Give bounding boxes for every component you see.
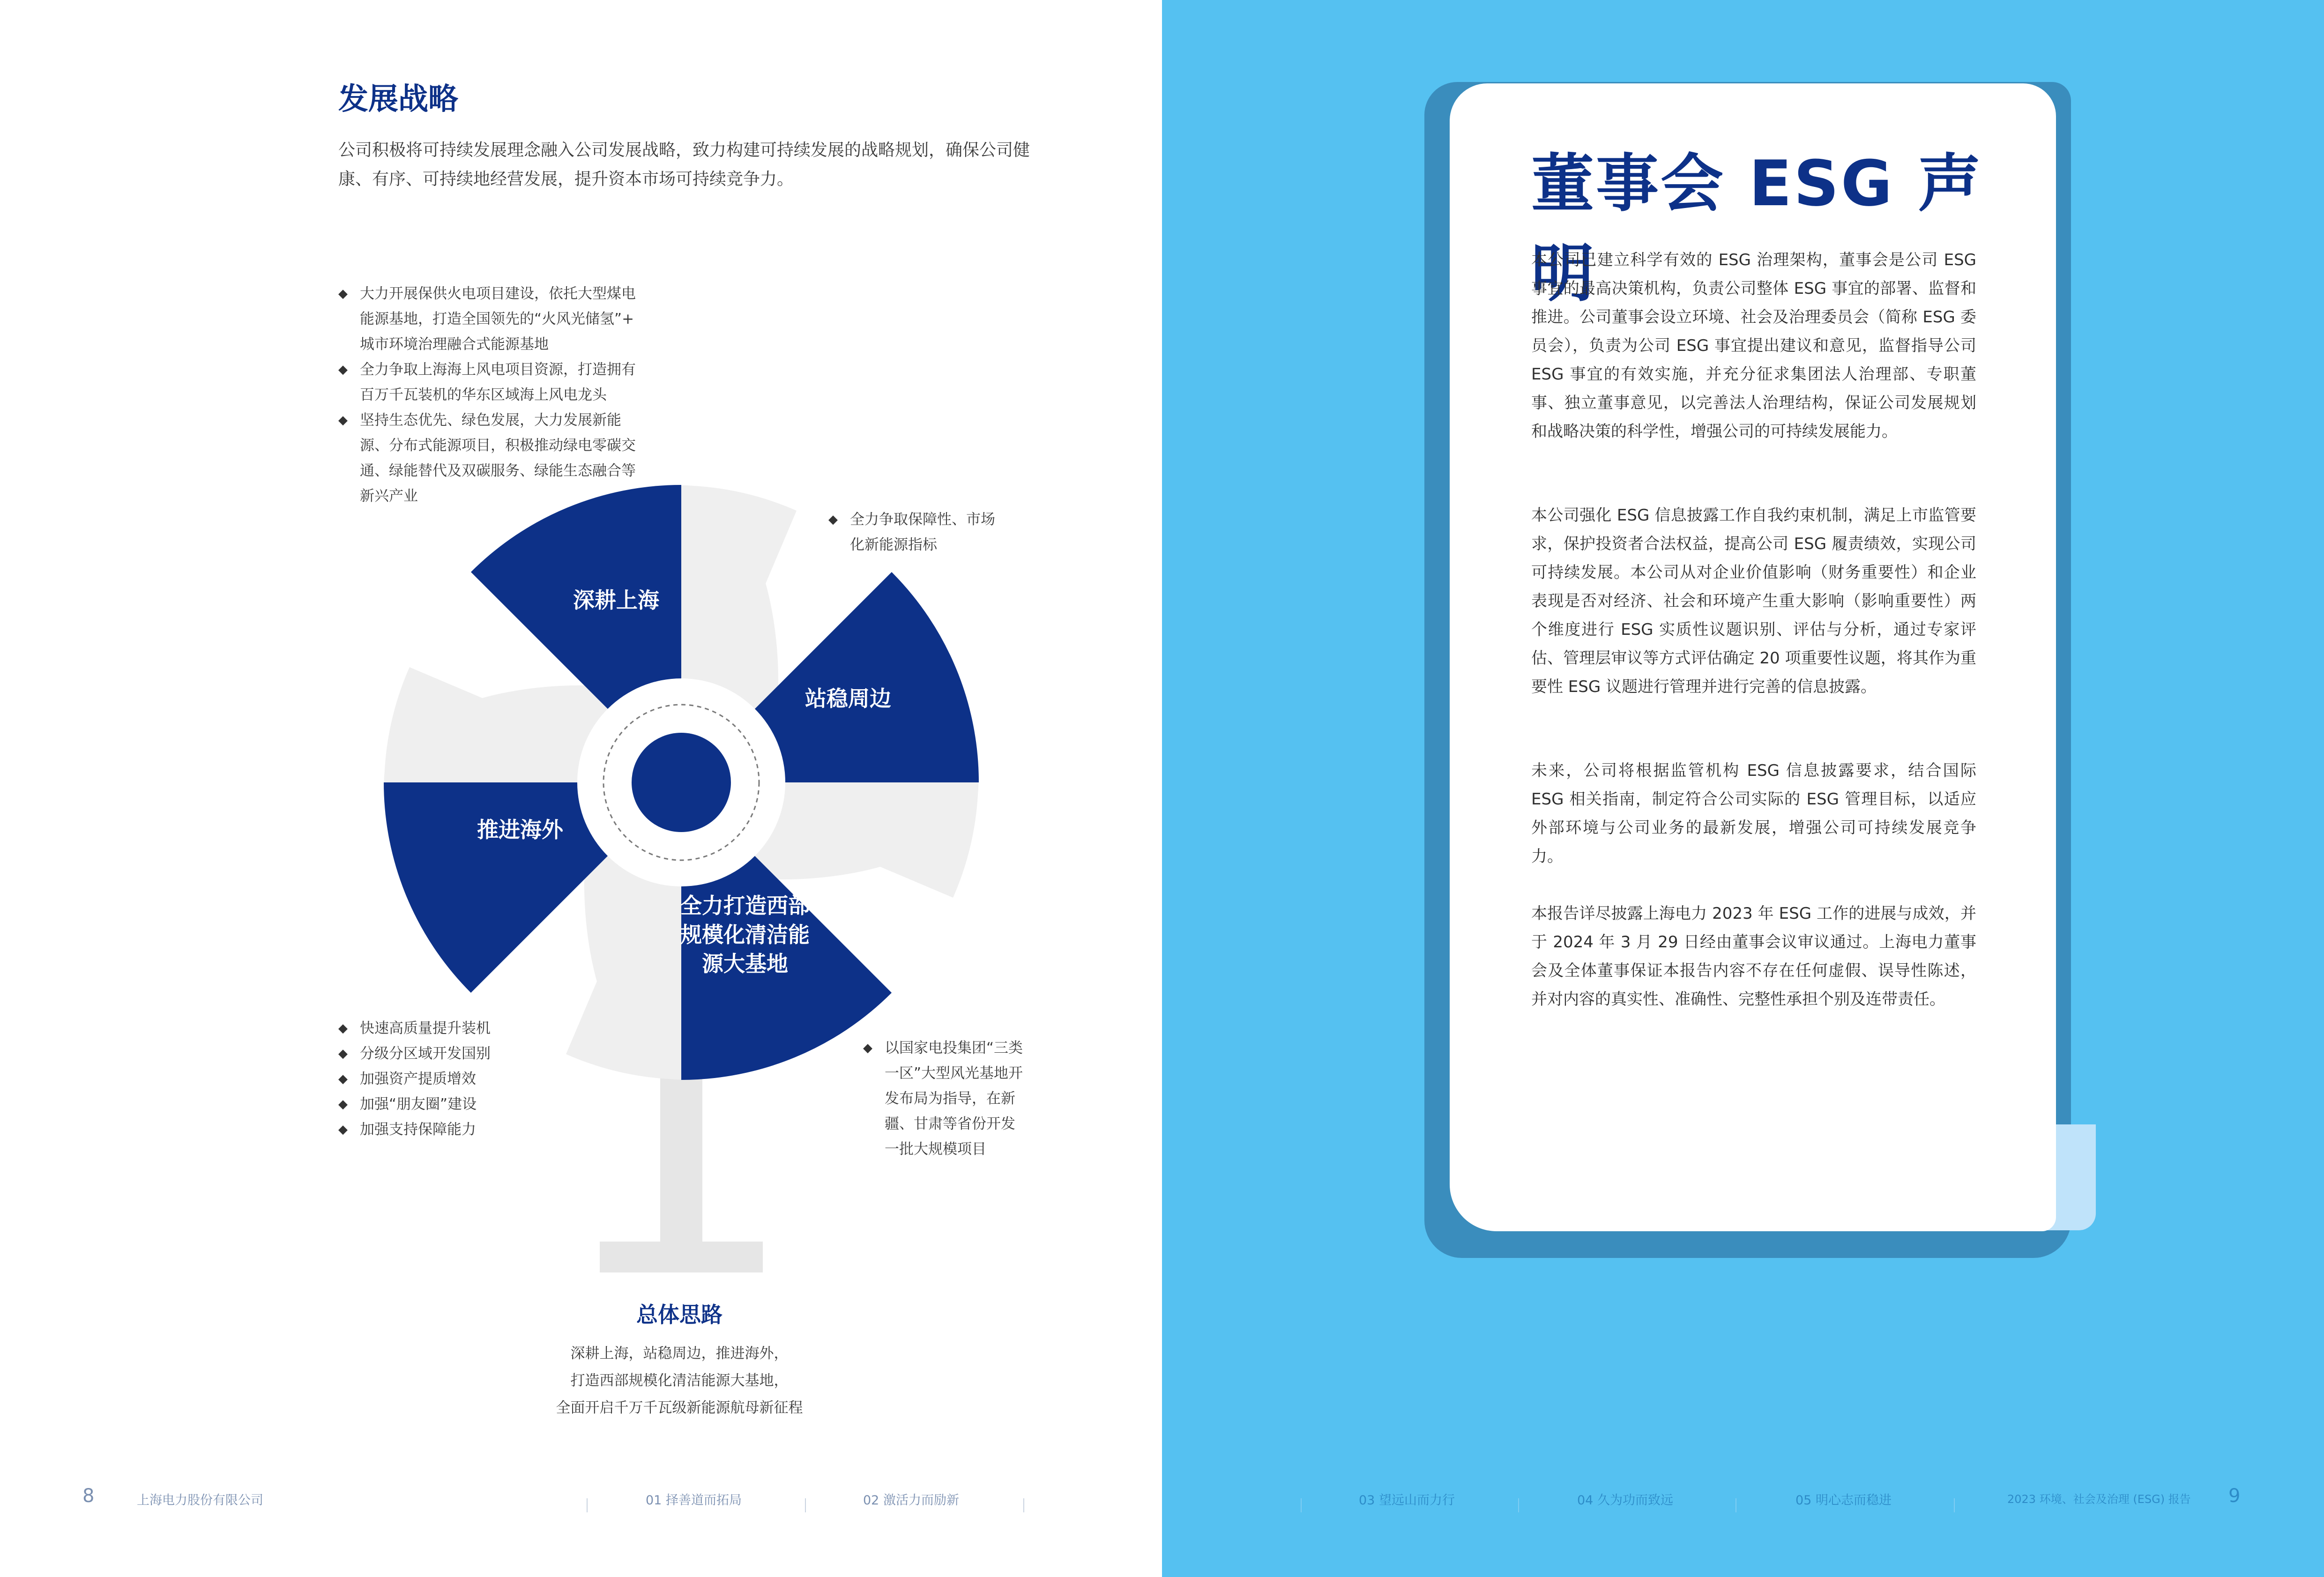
- hub-center: [632, 733, 731, 832]
- list-item: ◆ 坚持生态优先、绿色发展，大力发展新能源、分布式能源项目，积极推动绿电零碳交通、绿能替代及双碳服务、绿能生态融合等新兴产业: [338, 408, 643, 509]
- footer-divider: [1301, 1498, 1302, 1512]
- list-item: ◆ 大力开展保供火电项目建设，依托大型煤电能源基地，打造全国领先的“火风光储氢”+ 城市环境治理融合式能源基地: [338, 281, 643, 357]
- footer-nav-04[interactable]: 04 久为功而致远: [1577, 1493, 1673, 1508]
- blade-label-bottom: 全力打造西部规模化清洁能源大基地: [680, 893, 810, 976]
- list-item: ◆ 快速高质量提升装机: [338, 1016, 554, 1041]
- section-title: 发展战略: [338, 82, 458, 117]
- footer-divider: [587, 1498, 588, 1512]
- list-item: ◆ 加强资产提质增效: [338, 1066, 554, 1092]
- footer-nav-01[interactable]: 01 择善道而拓局: [646, 1493, 742, 1508]
- overview-description: [492, 1340, 867, 1421]
- footer-divider: [1023, 1498, 1024, 1512]
- list-item: ◆ 分级分区域开发国别: [338, 1041, 554, 1066]
- statement-paragraph: 本公司强化 ESG 信息披露工作自我约束机制，满足上市监管要求，保护投资者合法权益，提高公司 ESG 履责绩效，实现公司可持续发展。本公司从对企业价值影响（财务重要性）和企业表现是否对经济、社会和环境产生重大影响（影响重要性）两个维度进行 ESG 实质性议题识别、评估与分析，通过专家评估、管理层审议等方式评估确定 20 项重要性议题，将其作为重要性 ESG 议题进行管理并进行完善的信息披露。: [1531, 506, 1976, 696]
- overview-line: 全面开启千万千瓦级新能源航母新征程: [556, 1399, 803, 1416]
- overview-line: 深耕上海，站稳周边，推进海外，: [570, 1345, 789, 1362]
- blade-label-left: 推进海外: [477, 817, 563, 842]
- list-item: ◆ 加强支持保障能力: [338, 1117, 554, 1142]
- page-number-left: 8: [82, 1485, 95, 1507]
- footer-divider: [1954, 1498, 1955, 1512]
- list-item: ◆ 加强“朋友圈”建设: [338, 1092, 554, 1117]
- blade-label-top: 深耕上海: [573, 588, 659, 613]
- blade-label-right: 站稳周边: [805, 686, 891, 711]
- board-statement-title: 董事会 ESG 声明: [1531, 147, 1983, 310]
- footer-nav-02[interactable]: 02 激活力而励新: [863, 1493, 959, 1508]
- overview-line: 打造西部规模化清洁能源大基地，: [570, 1372, 789, 1389]
- footer-nav-03[interactable]: 03 望远山而力行: [1359, 1493, 1455, 1508]
- intro-paragraph: 公司积极将可持续发展理念融入公司发展战略，致力构建可持续发展的战略规划，确保公司健康、有序、可持续地经营发展，提升资本市场可持续竞争力。: [338, 141, 1030, 189]
- footer-divider: [805, 1498, 806, 1512]
- list-item: ◆ 以国家电投集团“三类一区”大型风光基地开发布局为指导，在新疆、甘肃等省份开发一批大规模项目: [863, 1035, 1027, 1162]
- page-number-right: 9: [2228, 1485, 2241, 1507]
- overview-title: 总体思路: [636, 1302, 723, 1327]
- statement-paragraph: 本公司已建立科学有效的 ESG 治理架构，董事会是公司 ESG 事宜的最高决策机构，负责公司整体 ESG 事宜的部署、监督和推进。公司董事会设立环境、社会及治理委员会（简称 ESG 委员会），负责为公司 ESG 事宜提出建议和意见，监督指导公司 ESG 事宜的有效实施，并充分征求集团法人治理部、专职董事、独立董事意见，以完善法人治理结构，保证公司发展规划和战略决策的科学性，增强公司的可持续发展能力。: [1531, 251, 1976, 441]
- statement-paragraph: 未来，公司将根据监管机构 ESG 信息披露要求，结合国际 ESG 相关指南，制定符合公司实际的 ESG 管理目标，以适应外部环境与公司业务的最新发展，增强公司可持续发展竞争力。: [1531, 761, 1976, 866]
- footer-nav-05[interactable]: 05 明心志而稳进: [1795, 1493, 1892, 1508]
- list-item: ◆ 全力争取保障性、市场化新能源指标: [828, 507, 1002, 558]
- footer-company: 上海电力股份有限公司: [137, 1493, 263, 1508]
- statement-paragraph: 本报告详尽披露上海电力 2023 年 ESG 工作的进展与成效，并于 2024 年 3 月 29 日经由董事会议审议通过。上海电力董事会及全体董事保证本报告内容不存在任何虚假、误导性陈述，并对内容的真实性、准确性、完整性承担个别及连带责任。: [1531, 904, 1976, 1009]
- pinwheel-base: [600, 1242, 763, 1272]
- footer-report-name: 2023 环境、社会及治理 (ESG) 报告: [2007, 1493, 2191, 1506]
- pinwheel-graphic: [328, 469, 1012, 1293]
- list-item: ◆ 全力争取上海海上风电项目资源，打造拥有百万千瓦装机的华东区域海上风电龙头: [338, 357, 643, 408]
- footer-divider: [1518, 1498, 1519, 1512]
